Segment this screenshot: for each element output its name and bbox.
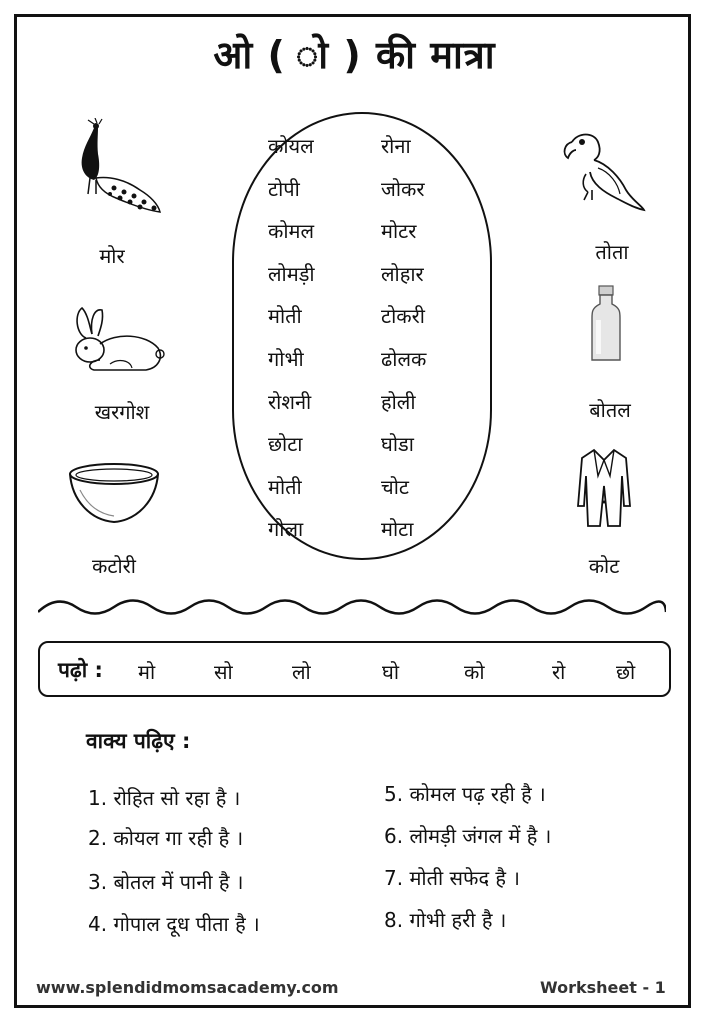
word: लोहार (381, 261, 424, 286)
sentence-5: 5. कोमल पढ़ रही है । (384, 782, 546, 806)
word: ढोलक (381, 346, 427, 371)
word: मोती (268, 304, 302, 329)
peacock-icon (70, 118, 162, 214)
sentence-7: 7. मोती सफेद है । (384, 866, 520, 890)
word: लोमड़ी (268, 261, 315, 286)
syllable: सो (214, 660, 233, 684)
syllable: रो (552, 660, 566, 684)
label-bottle: बोतल (589, 398, 631, 422)
parrot-icon (558, 128, 646, 212)
sentences-heading: वाक्य पढ़िए : (86, 729, 191, 753)
word: रोना (381, 134, 411, 158)
sentence-8: 8. गोभी हरी है । (384, 908, 507, 932)
label-rabbit: खरगोश (94, 400, 150, 424)
word: होली (381, 389, 416, 414)
word-column-1 (268, 132, 315, 558)
syllable: को (464, 660, 485, 684)
word: जोकर (381, 176, 425, 201)
read-label: पढ़ो : (58, 658, 103, 682)
website-link[interactable]: www.splendidmomsacademy.com (36, 978, 339, 997)
word: चोट (381, 474, 409, 499)
label-bowl: कटोरी (92, 554, 136, 578)
bowl-icon (66, 460, 162, 526)
label-peacock: मोर (99, 244, 125, 268)
label-coat: कोट (588, 554, 620, 578)
label-parrot: तोता (595, 240, 629, 264)
sentence-3: 3. बोतल में पानी है । (88, 870, 244, 894)
word: घोडा (381, 432, 414, 457)
word: मोटर (381, 219, 417, 244)
word: मोटा (381, 517, 414, 542)
word: रोशनी (268, 389, 312, 414)
word: गोभी (268, 346, 304, 371)
bottle-icon (588, 284, 624, 364)
sentence-2: 2. कोयल गा रही है । (88, 826, 244, 850)
rabbit-icon (70, 304, 166, 376)
coat-icon (576, 446, 632, 530)
syllable: मो (138, 660, 156, 684)
sentence-4: 4. गोपाल दूध पीता है । (88, 912, 260, 936)
word: छोटा (268, 432, 303, 457)
wavy-divider (38, 592, 666, 622)
syllable: घो (382, 660, 399, 684)
sentence-1: 1. रोहित सो रहा है । (88, 786, 241, 810)
page-title: ओ ( ो ) की मात्रा (213, 33, 496, 77)
sentence-6: 6. लोमड़ी जंगल में है । (384, 824, 552, 848)
read-box (38, 641, 671, 697)
syllable: लो (292, 660, 311, 684)
word: टोकरी (381, 304, 425, 329)
word: टोपी (268, 176, 300, 201)
word: कोमल (268, 219, 315, 244)
word-column-2 (381, 132, 426, 558)
word: गोला (268, 517, 304, 542)
word: मोती (268, 474, 302, 499)
syllable: छो (616, 660, 636, 684)
worksheet-number: Worksheet - 1 (540, 978, 666, 997)
word: कोयल (268, 134, 314, 158)
